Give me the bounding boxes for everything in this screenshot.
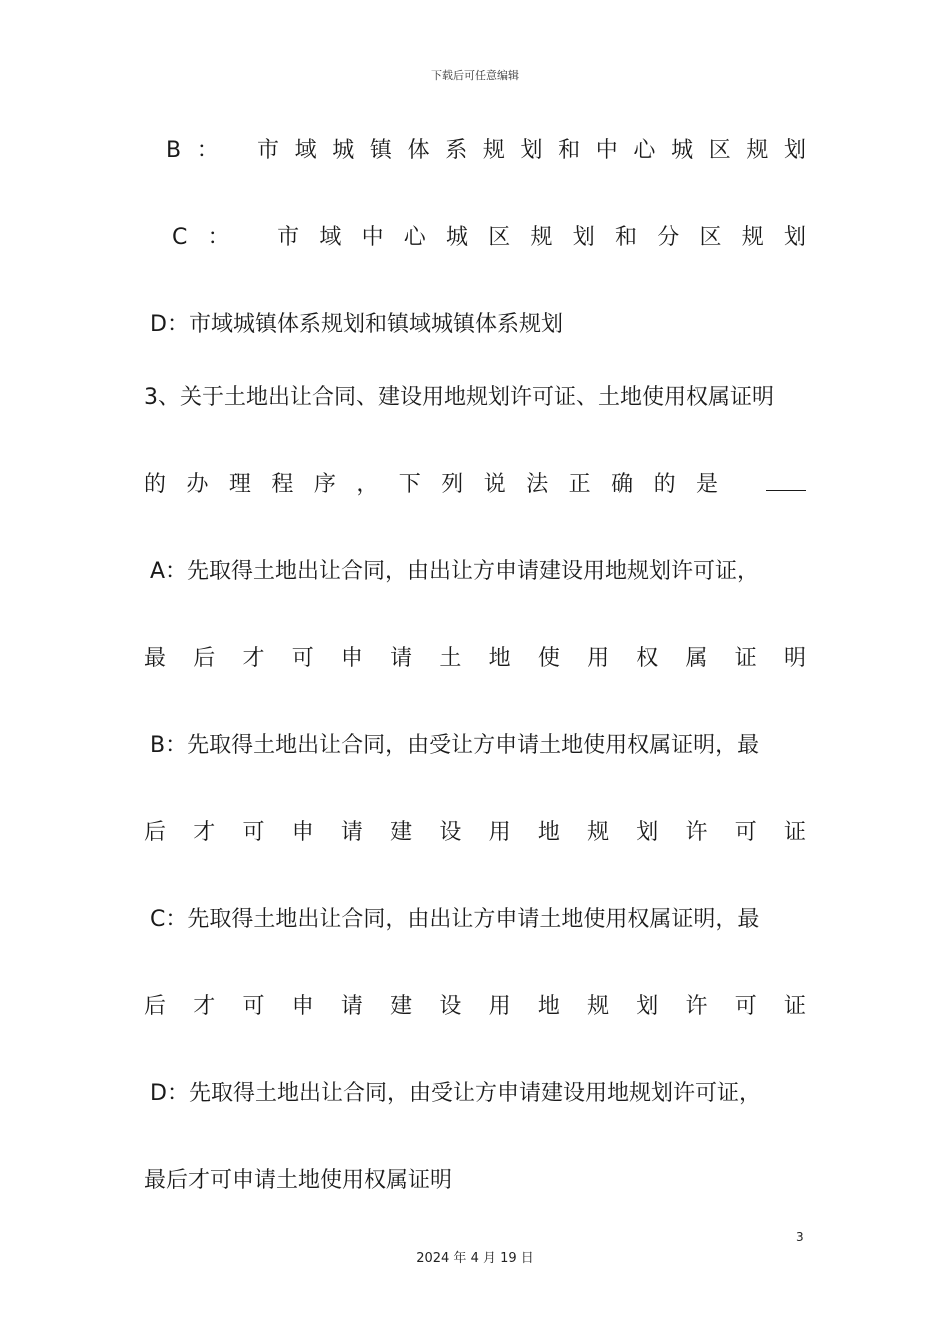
header-note: 下载后可任意编辑	[431, 69, 519, 82]
answer-b-line-1: B：先取得土地出让合同，由受让方申请土地使用权属证明，最	[150, 733, 760, 758]
footer-date: 2024 年 4 月 19 日	[416, 1251, 534, 1266]
page-number: 3	[796, 1230, 804, 1244]
question-3-text: 的办理程序，下列说法正确的是	[144, 472, 739, 497]
answer-c-line-1: C：先取得土地出让合同，由出让方申请土地使用权属证明，最	[150, 907, 760, 932]
answer-c-line-2: 后才可申请建设用地规划许可证	[144, 994, 806, 1019]
option-b-line: B： 市域城镇体系规划和中心城区规划	[166, 138, 806, 163]
question-3-line-1: 3、关于土地出让合同、建设用地规划许可证、土地使用权属证明	[144, 385, 774, 410]
answer-d-line-1: D：先取得土地出让合同，由受让方申请建设用地规划许可证，	[150, 1081, 761, 1106]
answer-a-line-1: A：先取得土地出让合同，由出让方申请建设用地规划许可证，	[150, 559, 760, 584]
question-3-line-2	[144, 470, 806, 500]
answer-a-line-2: 最后才可申请土地使用权属证明	[144, 646, 806, 671]
answer-b-line-2: 后才可申请建设用地规划许可证	[144, 820, 806, 845]
option-c-line: C： 市域中心城区规划和分区规划	[172, 225, 806, 250]
answer-blank	[766, 470, 806, 491]
option-d-line: D：市域城镇体系规划和镇域城镇体系规划	[150, 312, 563, 337]
answer-d-line-2: 最后才可申请土地使用权属证明	[144, 1168, 453, 1193]
